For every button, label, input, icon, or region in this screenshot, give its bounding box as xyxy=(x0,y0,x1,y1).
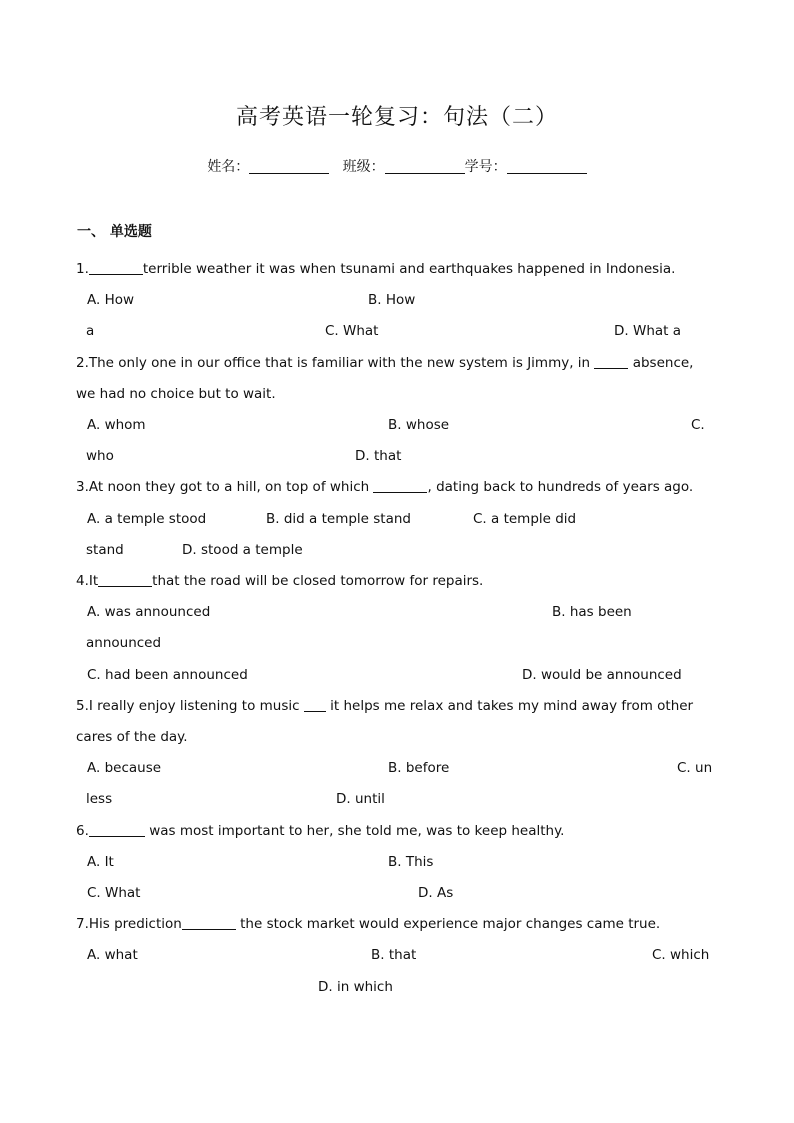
q5-option-d[interactable]: D. until xyxy=(336,791,385,807)
q4-option-b[interactable]: B. has been xyxy=(552,604,632,620)
name-label: 姓名： xyxy=(207,159,250,175)
q7-option-d[interactable]: D. in which xyxy=(318,979,393,995)
answer-blank xyxy=(89,823,145,837)
question-5-stem-line2: cares of the day. xyxy=(76,729,188,745)
q6-option-b[interactable]: B. This xyxy=(388,854,434,870)
q3-option-a[interactable]: A. a temple stood xyxy=(87,511,207,527)
question-3-stem: 3.At noon they got to a hill, on top of which , dating back to hundreds of years ago. xyxy=(76,479,694,495)
q2-option-a[interactable]: A. whom xyxy=(87,417,146,433)
q1-option-b-cont: a xyxy=(86,323,95,339)
page-title: 高考英语一轮复习：句法（二） xyxy=(235,105,558,130)
answer-blank xyxy=(182,916,236,930)
name-blank[interactable] xyxy=(249,159,329,174)
answer-blank xyxy=(594,355,628,369)
answer-blank xyxy=(89,261,143,275)
student-info xyxy=(0,156,794,176)
q2-option-d[interactable]: D. that xyxy=(355,448,402,464)
q6-option-d[interactable]: D. As xyxy=(418,885,454,901)
answer-blank xyxy=(373,479,427,493)
q1-option-d[interactable]: D. What a xyxy=(614,323,682,339)
q4-option-d[interactable]: D. would be announced xyxy=(522,667,682,683)
q6-option-a[interactable]: A. It xyxy=(87,854,114,870)
q4-option-c[interactable]: C. had been announced xyxy=(87,667,248,683)
id-label: 学号： xyxy=(464,159,507,175)
class-label: 班级： xyxy=(342,159,385,175)
q1-option-c[interactable]: C. What xyxy=(325,323,379,339)
q4-option-a[interactable]: A. was announced xyxy=(87,604,211,620)
q3-option-c-cont: stand xyxy=(86,542,124,558)
answer-blank xyxy=(98,573,152,587)
q1-option-a[interactable]: A. How xyxy=(87,292,135,308)
q3-option-c[interactable]: C. a temple did xyxy=(473,511,577,527)
q7-option-a[interactable]: A. what xyxy=(87,947,138,963)
class-blank[interactable] xyxy=(385,159,465,174)
question-2-stem: 2.The only one in our office that is familiar with the new system is Jimmy, in absence, xyxy=(76,355,694,371)
q3-option-d[interactable]: D. stood a temple xyxy=(182,542,303,558)
question-5-stem: 5.I really enjoy listening to music it helps me relax and takes my mind away from other xyxy=(76,698,694,714)
q5-option-c[interactable]: C. un xyxy=(677,760,713,776)
question-7-stem: 7.His prediction the stock market would experience major changes came true. xyxy=(76,916,661,932)
q5-option-c-cont: less xyxy=(86,791,113,807)
q6-option-c[interactable]: C. What xyxy=(87,885,141,901)
id-blank[interactable] xyxy=(507,159,587,174)
answer-blank xyxy=(304,698,326,712)
question-6-stem: 6. was most important to her, she told me, was to keep healthy. xyxy=(76,823,565,839)
q5-option-b[interactable]: B. before xyxy=(388,760,450,776)
q7-option-b[interactable]: B. that xyxy=(371,947,417,963)
section-title: 一、 单选题 xyxy=(77,224,152,240)
q5-option-a[interactable]: A. because xyxy=(87,760,162,776)
q3-option-b[interactable]: B. did a temple stand xyxy=(266,511,411,527)
question-4-stem: 4.It that the road will be closed tomorrow for repairs. xyxy=(76,573,484,589)
q4-option-b-cont: announced xyxy=(86,635,162,651)
q1-option-b[interactable]: B. How xyxy=(368,292,416,308)
q2-option-b[interactable]: B. whose xyxy=(388,417,450,433)
q2-option-c-cont: who xyxy=(86,448,114,464)
question-2-stem-line2: we had no choice but to wait. xyxy=(76,386,276,402)
question-1-stem: 1. terrible weather it was when tsunami and earthquakes happened in Indonesia. xyxy=(76,261,676,277)
q2-option-c[interactable]: C. xyxy=(691,417,705,433)
q7-option-c[interactable]: C. which xyxy=(652,947,710,963)
